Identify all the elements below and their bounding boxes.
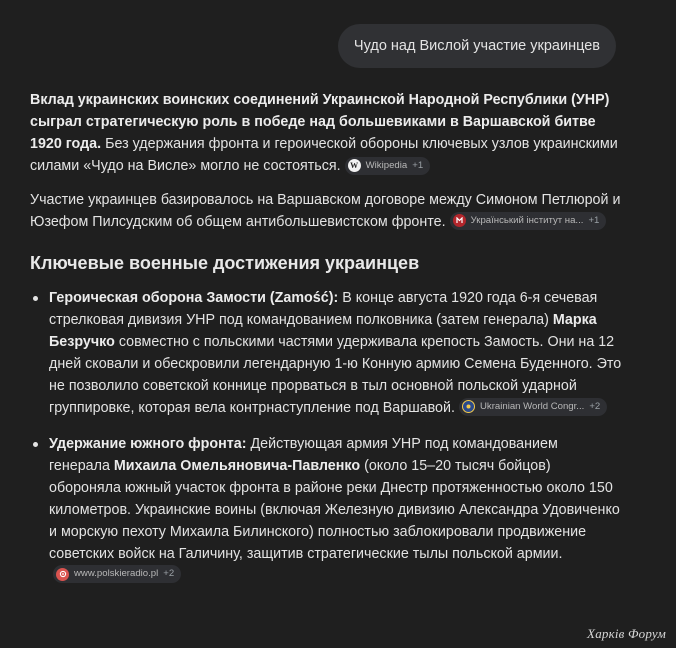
source-chip-more: +2 <box>163 568 175 579</box>
source-chip-polskieradio[interactable] <box>53 565 181 583</box>
wikipedia-icon: W <box>348 159 361 172</box>
source-chip-more: +1 <box>588 214 600 226</box>
list-item-bold-name: Марка Безручко <box>49 312 597 350</box>
answer-paragraph-2-text: Участие украинцев базировалось на Варшавском договоре между Симоном Петлюрой и Юзефом Пилсудским об общем антибольшевистском фронте. <box>30 192 621 230</box>
list-item-text: (около 15–20 тысяч бойцов) обороняла южный участок фронта в районе реки Днестр протяженностью около 150 километров. Украинские воины (включая Железную дивизию Александра Удовиченко и морскую пехоту Михаила Билинского) полностью заблокировали продвижение советских войск на Галичину, защитив стратегические тылы польской армии. <box>49 458 620 562</box>
source-chip-more: +1 <box>412 159 424 171</box>
list-item-text: совместно с польскими частями удерживала крепость Замость. Они на 12 дней сковали и обескровили легендарную 1-ю Конную армию Семена Буденного. Это не позволило советской коннице прорваться в тыл основной польской ударной группировке, которая вела контрнаступление под Варшавой. <box>49 334 622 416</box>
source-chip-label: Ukrainian World Congr... <box>479 400 585 412</box>
source-chip-label: www.polskieradio.pl <box>74 568 159 579</box>
source-chip-label: Wikipedia <box>365 159 408 171</box>
source-chip-more: +2 <box>589 400 601 412</box>
source-chip-ukrainian-institute[interactable] <box>450 212 607 230</box>
ukrainian-institute-icon <box>453 214 466 227</box>
bullet-dot <box>33 442 38 447</box>
list-item-title: Удержание южного фронта: <box>49 436 247 452</box>
section-heading: Ключевые военные достижения украинцев <box>30 253 420 273</box>
answer-paragraph-1-bold: Вклад украинских воинских соединений Украинской Народной Республики (УНР) сыграл стратегическую роль в победе над большевиками в Варшавской битве 1920 года. <box>30 92 610 152</box>
answer-paragraph-1-text: Без удержания фронта и героической обороны ключевых узлов украинскими силами «Чудо на Висле» могло не состояться. <box>30 136 618 174</box>
list-item <box>30 287 622 419</box>
achievements-list <box>30 287 622 587</box>
user-query-text: Чудо над Вислой участие украинцев <box>353 38 600 54</box>
polskieradio-icon <box>56 568 69 581</box>
list-item-title: Героическая оборона Замости (Zamość): <box>49 290 339 306</box>
list-item <box>30 433 622 587</box>
bullet-dot <box>33 296 38 301</box>
source-chip-wikipedia[interactable] <box>345 157 431 175</box>
ai-answer <box>30 89 622 587</box>
list-item-text: В конце августа 1920 года 6-я сечевая стрелковая дивизия УНР под командованием полковника (затем генерала) <box>49 290 598 328</box>
list-item-bold-name: Михаила Омельяновича-Павленко <box>113 458 361 474</box>
ukrainian-world-congress-icon <box>462 400 475 413</box>
source-chip-label: Український інститут на... <box>470 214 584 226</box>
source-chip-ukrainian-world-congress[interactable] <box>459 398 607 416</box>
watermark-text: Харків Форум <box>587 626 666 641</box>
answer-paragraph-1 <box>30 89 622 177</box>
list-item-text: Действующая армия УНР под командованием генерала <box>49 436 558 474</box>
answer-paragraph-2 <box>30 189 622 233</box>
user-query-bubble <box>338 24 616 68</box>
